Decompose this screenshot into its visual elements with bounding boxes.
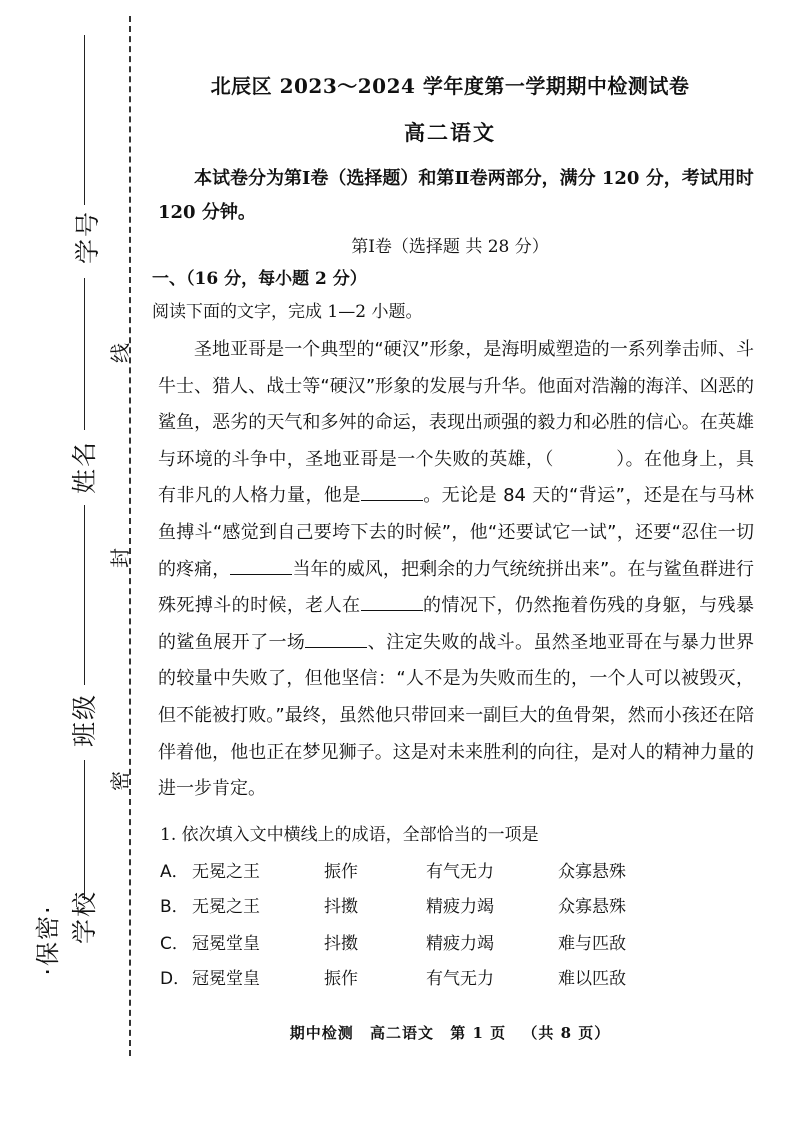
student-id-line [84,35,85,205]
school-label: 学校 [70,890,99,945]
seal-seal-char: 封 [108,548,132,568]
option-choice: 精疲力竭 [426,897,494,917]
page-footer [150,1022,750,1043]
option-choice: 精疲力竭 [426,934,494,954]
option-letter: D． [160,969,191,989]
option-choice: 振作 [324,862,358,882]
passage-text: 。无论是 84 天的“背运”，还是在与马林鱼搏斗“感觉到自己要垮下去的时候”，他“还要试它一试”，还要“忍住一切的疼痛， [158,485,754,580]
option-choice: 抖擞 [324,897,358,917]
footer-exam: 期中检测 [289,1024,354,1042]
fill-blank [361,483,423,501]
name-label: 姓名 [70,440,99,495]
confidential-mark: ·保密· [34,904,62,976]
option-choice: 难与匹敌 [558,934,626,954]
class-line [84,505,85,685]
option-choice: 振作 [324,969,358,989]
fill-blank [230,557,292,575]
cut-line [129,16,131,1056]
option-letter: C． [160,934,189,954]
option-choice: 无冕之王 [192,897,260,917]
option-d [160,964,760,998]
option-c [160,929,760,963]
option-choice: 众寡悬殊 [558,862,626,882]
fill-blank [305,630,367,648]
option-choice: 有气无力 [426,969,494,989]
reading-passage [158,332,754,808]
part-heading: 第Ⅰ卷（选择题 共 28 分） [351,237,549,257]
exam-intro: 本试卷分为第Ⅰ卷（选择题）和第Ⅱ卷两部分，满分 120 分，考试用时 120 分钟。 [158,168,754,223]
question-1: 1. 依次填入文中横线上的成语，全部恰当的一项是 [160,825,539,845]
seal-line-char: 线 [108,343,132,363]
footer-page-number: 第 1 页 [450,1024,507,1042]
option-letter: B． [160,897,189,917]
option-a [160,857,760,891]
section-heading: 一、（16 分，每小题 2 分） [152,269,367,289]
exam-title: 北辰区 2023～2024 学年度第一学期期中检测试卷 [210,74,690,98]
seal-secret-char: 密 [108,771,132,791]
option-choice: 抖擞 [324,934,358,954]
option-letter: A． [160,862,189,882]
option-choice: 冠冕堂皇 [192,969,260,989]
option-choice: 无冕之王 [192,862,260,882]
reading-instruction: 阅读下面的文字，完成 1—2 小题。 [152,302,423,322]
passage-text: 、注定失败的战斗。虽然圣地亚哥在与暴力世界的较量中失败了，但他坚信：“人不是为失败而生的，一个人可以被毁灭，但不能被打败。”最终，虽然他只带回来一副巨大的鱼骨架，然而小孩还在陪伴着他，他也正在梦见狮子。这是对未来胜利的向往，是对人的精神力量的进一步肯定。 [158,631,754,800]
option-choice: 难以匹敌 [558,969,626,989]
fill-blank [361,593,423,611]
name-line [84,278,85,430]
passage-text: ）。在他身上，具有非凡的人格力量，他是 [158,448,755,507]
student-id-label: 学号 [73,210,102,265]
option-choice: 众寡悬殊 [558,897,626,917]
passage-text: 的情况下，仍然拖着伤残的身躯，与残暴的鲨鱼展开了一场 [158,595,755,653]
passage-text: 当年的威风，把剩余的力气统统拼出来”。在与鲨鱼群进行殊死搏斗的时候，老人在 [158,558,754,617]
passage-text: 圣地亚哥是一个典型的“硬汉”形象，是海明威塑造的一系列拳击师、斗牛士、猎人、战士等“硬汉”形象的发展与升华。他面对浩瀚的海洋、凶恶的鲨鱼，恶劣的天气和多舛的命运，表现出顽强的毅力和必胜的信心。在英雄与环境的斗争中，圣地亚哥是一个失败的英雄，（ [158,339,754,470]
option-choice: 冠冕堂皇 [192,934,260,954]
option-b [160,892,760,926]
option-choice: 有气无力 [426,862,494,882]
class-label: 班级 [70,693,99,748]
footer-subject: 高二语文 [369,1024,434,1042]
exam-subject: 高二语文 [404,120,496,145]
footer-total-pages: （共 8 页） [522,1024,611,1042]
